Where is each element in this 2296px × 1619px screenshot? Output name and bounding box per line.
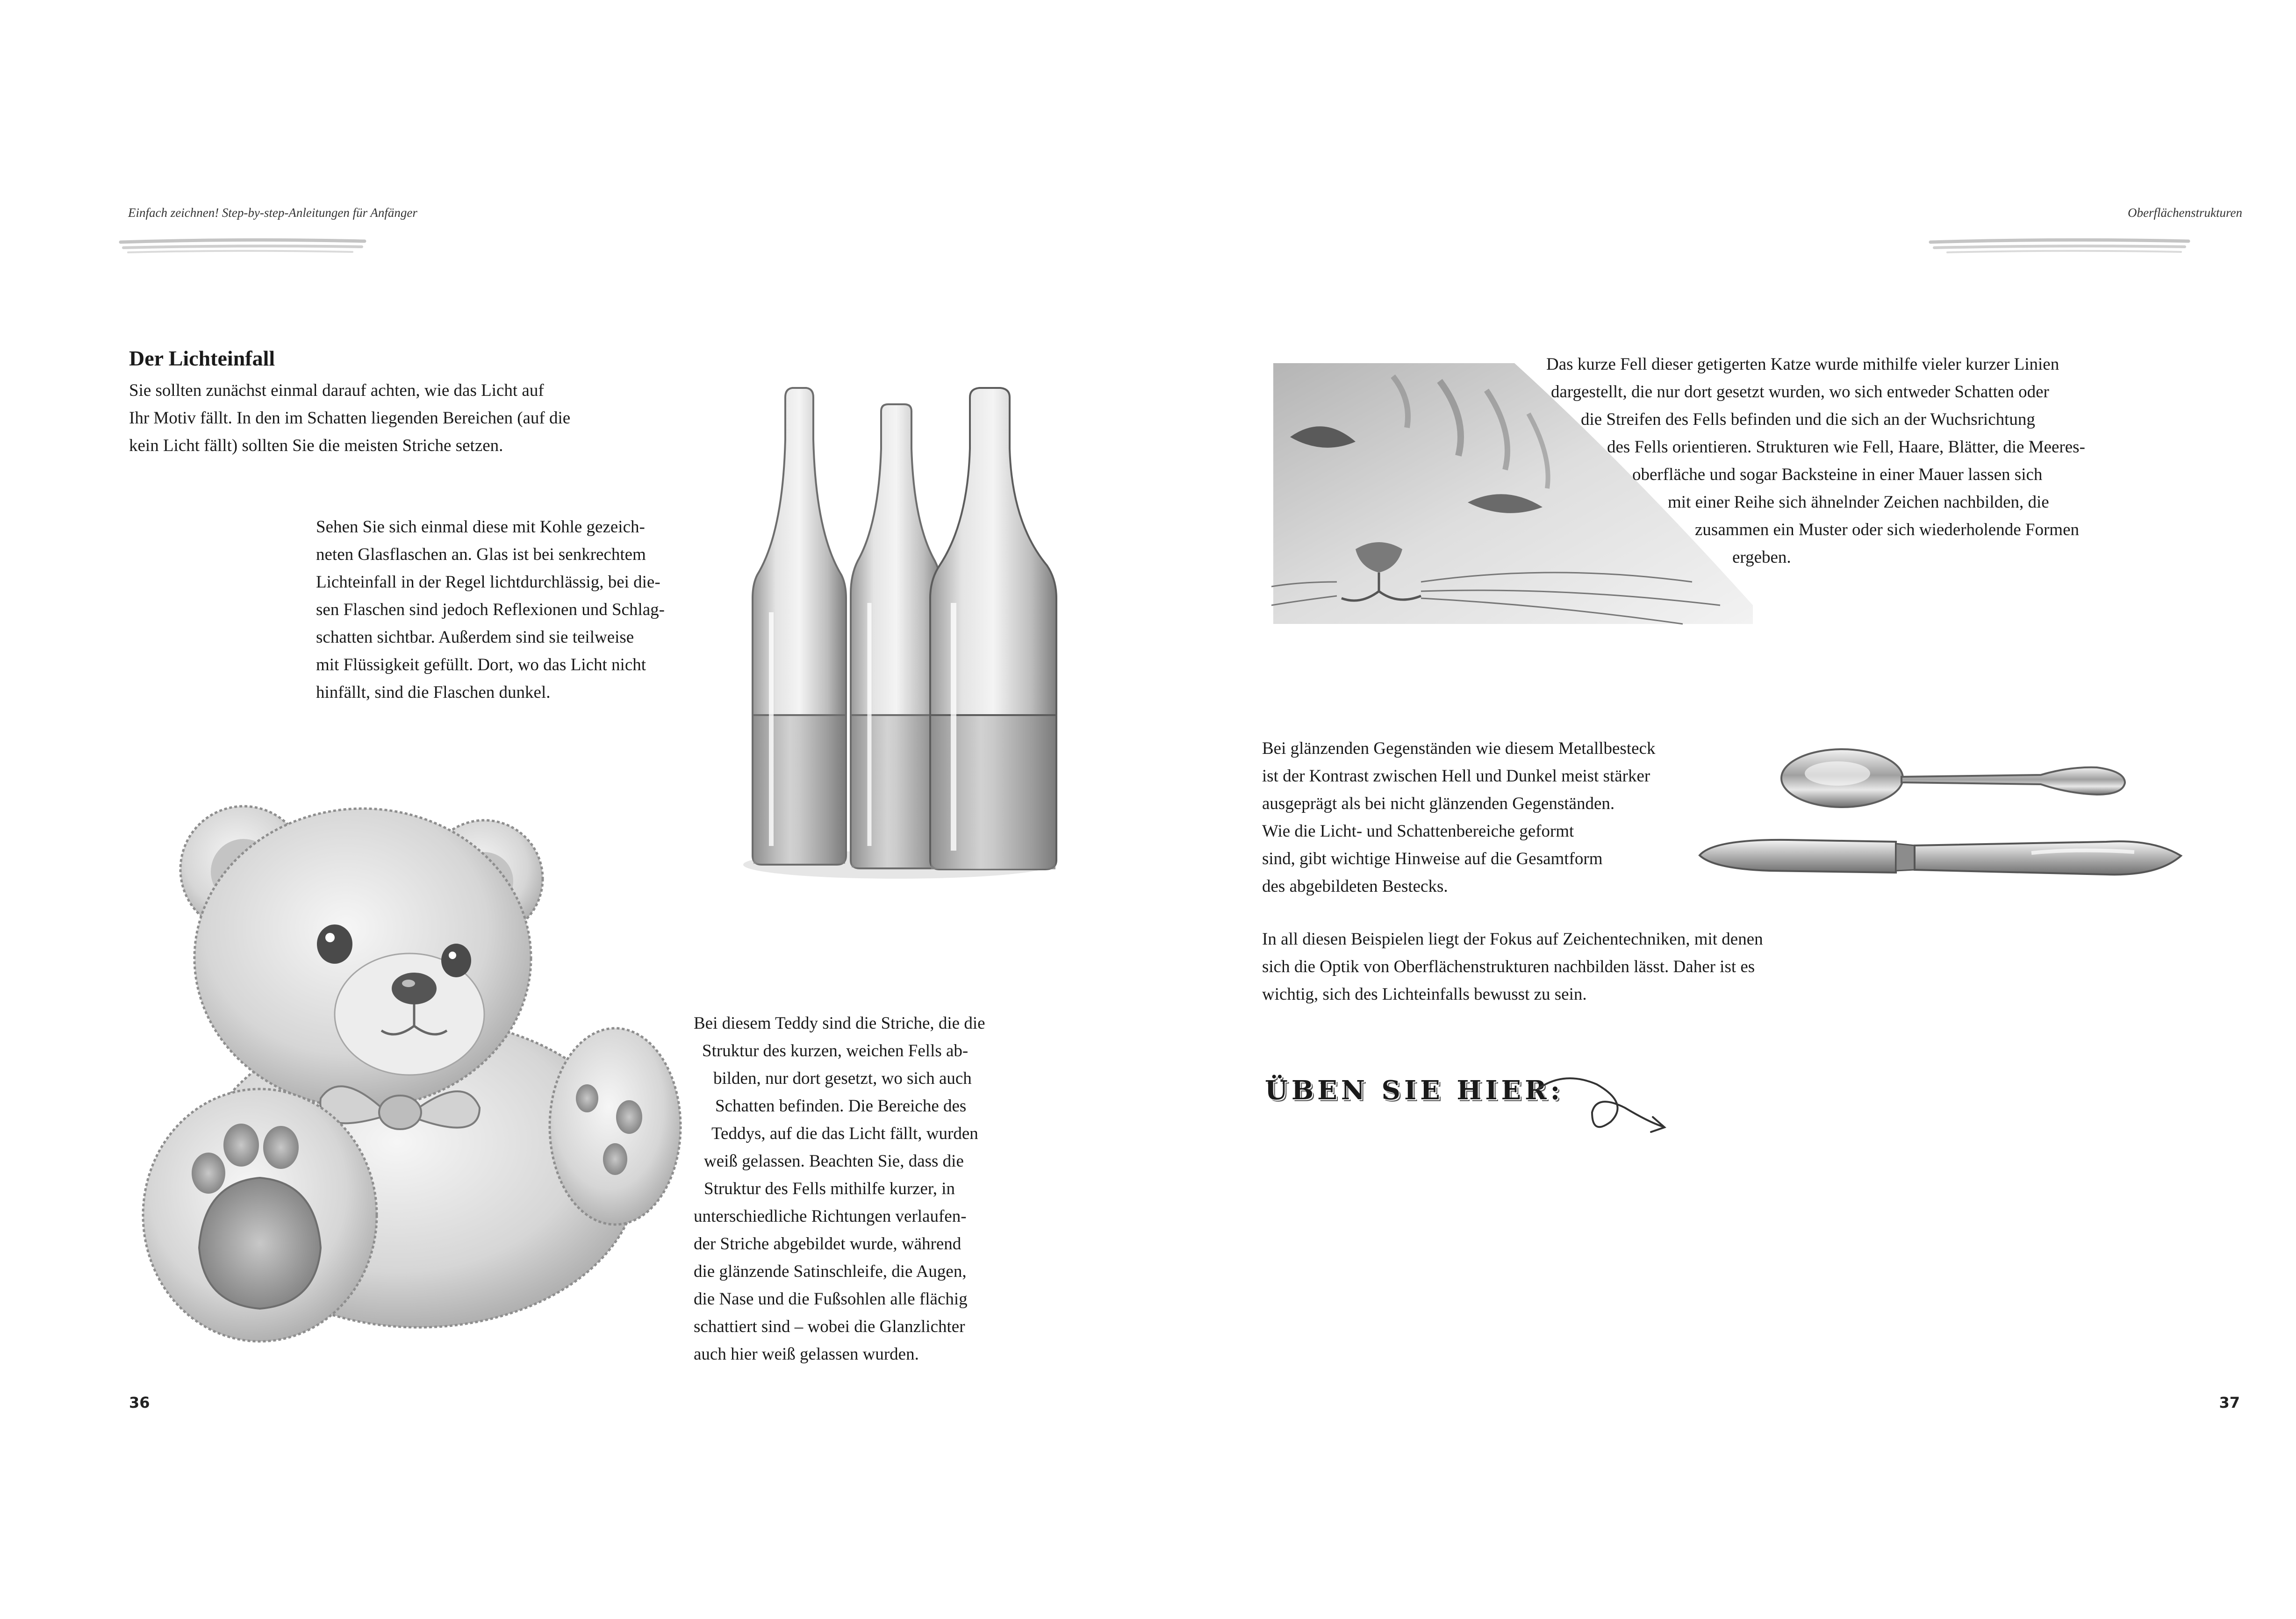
text-line: hinfällt, sind die Flaschen dunkel. bbox=[316, 683, 551, 702]
text-line: die Nase und die Fußsohlen alle flächig bbox=[694, 1289, 968, 1309]
text-line: ausgeprägt als bei nicht glänzenden Gegenständen. bbox=[1262, 794, 1615, 813]
text-line: auch hier weiß gelassen wurden. bbox=[694, 1345, 919, 1364]
text-line: Struktur des Fells mithilfe kurzer, in bbox=[704, 1179, 955, 1198]
text-line: des Fells orientieren. Strukturen wie Fell, Haare, Blätter, die Meeres- bbox=[1607, 437, 2085, 457]
text-line: sind, gibt wichtige Hinweise auf die Gesamtform bbox=[1262, 849, 1603, 868]
page-number-left: 36 bbox=[129, 1394, 150, 1411]
running-head-rule-left bbox=[119, 237, 366, 256]
text-line: Sehen Sie sich einmal diese mit Kohle gezeich- bbox=[316, 517, 645, 537]
teddy-paragraph bbox=[694, 1010, 985, 1368]
section-heading: Der Lichteinfall bbox=[129, 346, 275, 370]
text-line: Wie die Licht- und Schattenbereiche geformt bbox=[1262, 822, 1574, 841]
text-line: kein Licht fällt) sollten Sie die meisten Striche setzen. bbox=[129, 436, 503, 455]
text-line: sen Flaschen sind jedoch Reflexionen und Schlag- bbox=[316, 600, 665, 619]
running-head-rule-right bbox=[1929, 237, 2190, 256]
text-line: oberfläche und sogar Backsteine in einer Mauer lassen sich bbox=[1632, 465, 2043, 484]
text-line: Teddys, auf die das Licht fällt, wurden bbox=[711, 1124, 978, 1143]
text-line: dargestellt, die nur dort gesetzt wurden, wo sich entweder Schatten oder bbox=[1551, 382, 2049, 401]
text-line: die glänzende Satinschleife, die Augen, bbox=[694, 1262, 967, 1281]
summary-paragraph bbox=[1262, 925, 1763, 1008]
text-line: unterschiedliche Richtungen verlaufen- bbox=[694, 1207, 967, 1226]
text-line: Sie sollten zunächst einmal darauf achten, wie das Licht auf bbox=[129, 381, 544, 400]
running-head-right: Oberflächenstrukturen bbox=[2128, 206, 2242, 220]
text-line: Ihr Motiv fällt. In den im Schatten liegenden Bereichen (auf die bbox=[129, 408, 571, 428]
teddy-bear-illustration bbox=[120, 771, 690, 1360]
text-line: Schatten befinden. Die Bereiche des bbox=[715, 1096, 967, 1116]
text-line: sich die Optik von Oberflächenstrukturen nachbilden lässt. Daher ist es bbox=[1262, 957, 1755, 976]
text-line: der Striche abgebildet wurde, während bbox=[694, 1234, 961, 1254]
glass-bottles-illustration bbox=[734, 379, 1061, 902]
intro-paragraph bbox=[129, 377, 570, 459]
knife-illustration bbox=[1695, 830, 2186, 890]
text-line: bilden, nur dort gesetzt, wo sich auch bbox=[713, 1069, 972, 1088]
text-line: schatten sichtbar. Außerdem sind sie teilweise bbox=[316, 628, 634, 647]
cat-paragraph bbox=[1546, 351, 2085, 571]
text-line: Das kurze Fell dieser getigerten Katze wurde mithilfe vieler kurzer Linien bbox=[1546, 355, 2059, 374]
text-line: des abgebildeten Bestecks. bbox=[1262, 877, 1448, 896]
text-line: Bei glänzenden Gegenständen wie diesem Metallbesteck bbox=[1262, 739, 1656, 758]
running-head-left: Einfach zeichnen! Step-by-step-Anleitungen für Anfänger bbox=[128, 206, 417, 220]
text-line: Struktur des kurzen, weichen Fells ab- bbox=[702, 1041, 969, 1060]
cutlery-paragraph bbox=[1262, 735, 1655, 900]
curly-arrow-icon bbox=[1536, 1070, 1672, 1145]
text-line: weiß gelassen. Beachten Sie, dass die bbox=[704, 1152, 964, 1171]
text-line: neten Glasflaschen an. Glas ist bei senkrechtem bbox=[316, 545, 646, 564]
text-line: mit Flüssigkeit gefüllt. Dort, wo das Licht nicht bbox=[316, 655, 646, 674]
spoon-illustration bbox=[1779, 743, 2134, 823]
text-line: schattiert sind – wobei die Glanzlichter bbox=[694, 1317, 965, 1336]
right-page bbox=[1148, 0, 2296, 1619]
text-line: mit einer Reihe sich ähnelnder Zeichen nachbilden, die bbox=[1668, 493, 2049, 512]
text-line: wichtig, sich des Lichteinfalls bewusst zu sein. bbox=[1262, 985, 1587, 1004]
bottles-paragraph bbox=[316, 513, 665, 706]
page-number-right: 37 bbox=[2219, 1394, 2240, 1411]
text-line: Bei diesem Teddy sind die Striche, die die bbox=[694, 1014, 985, 1033]
text-line: ergeben. bbox=[1732, 548, 1791, 567]
practice-label: ÜBEN SIE HIER: bbox=[1265, 1075, 1564, 1106]
text-line: zusammen ein Muster oder sich wiederholende Formen bbox=[1695, 520, 2079, 539]
text-line: In all diesen Beispielen liegt der Fokus auf Zeichentechniken, mit denen bbox=[1262, 930, 1763, 949]
text-line: Lichteinfall in der Regel lichtdurchlässig, bei die- bbox=[316, 573, 660, 592]
text-line: die Streifen des Fells befinden und die sich an der Wuchsrichtung bbox=[1581, 410, 2035, 429]
text-line: ist der Kontrast zwischen Hell und Dunkel meist stärker bbox=[1262, 767, 1650, 786]
